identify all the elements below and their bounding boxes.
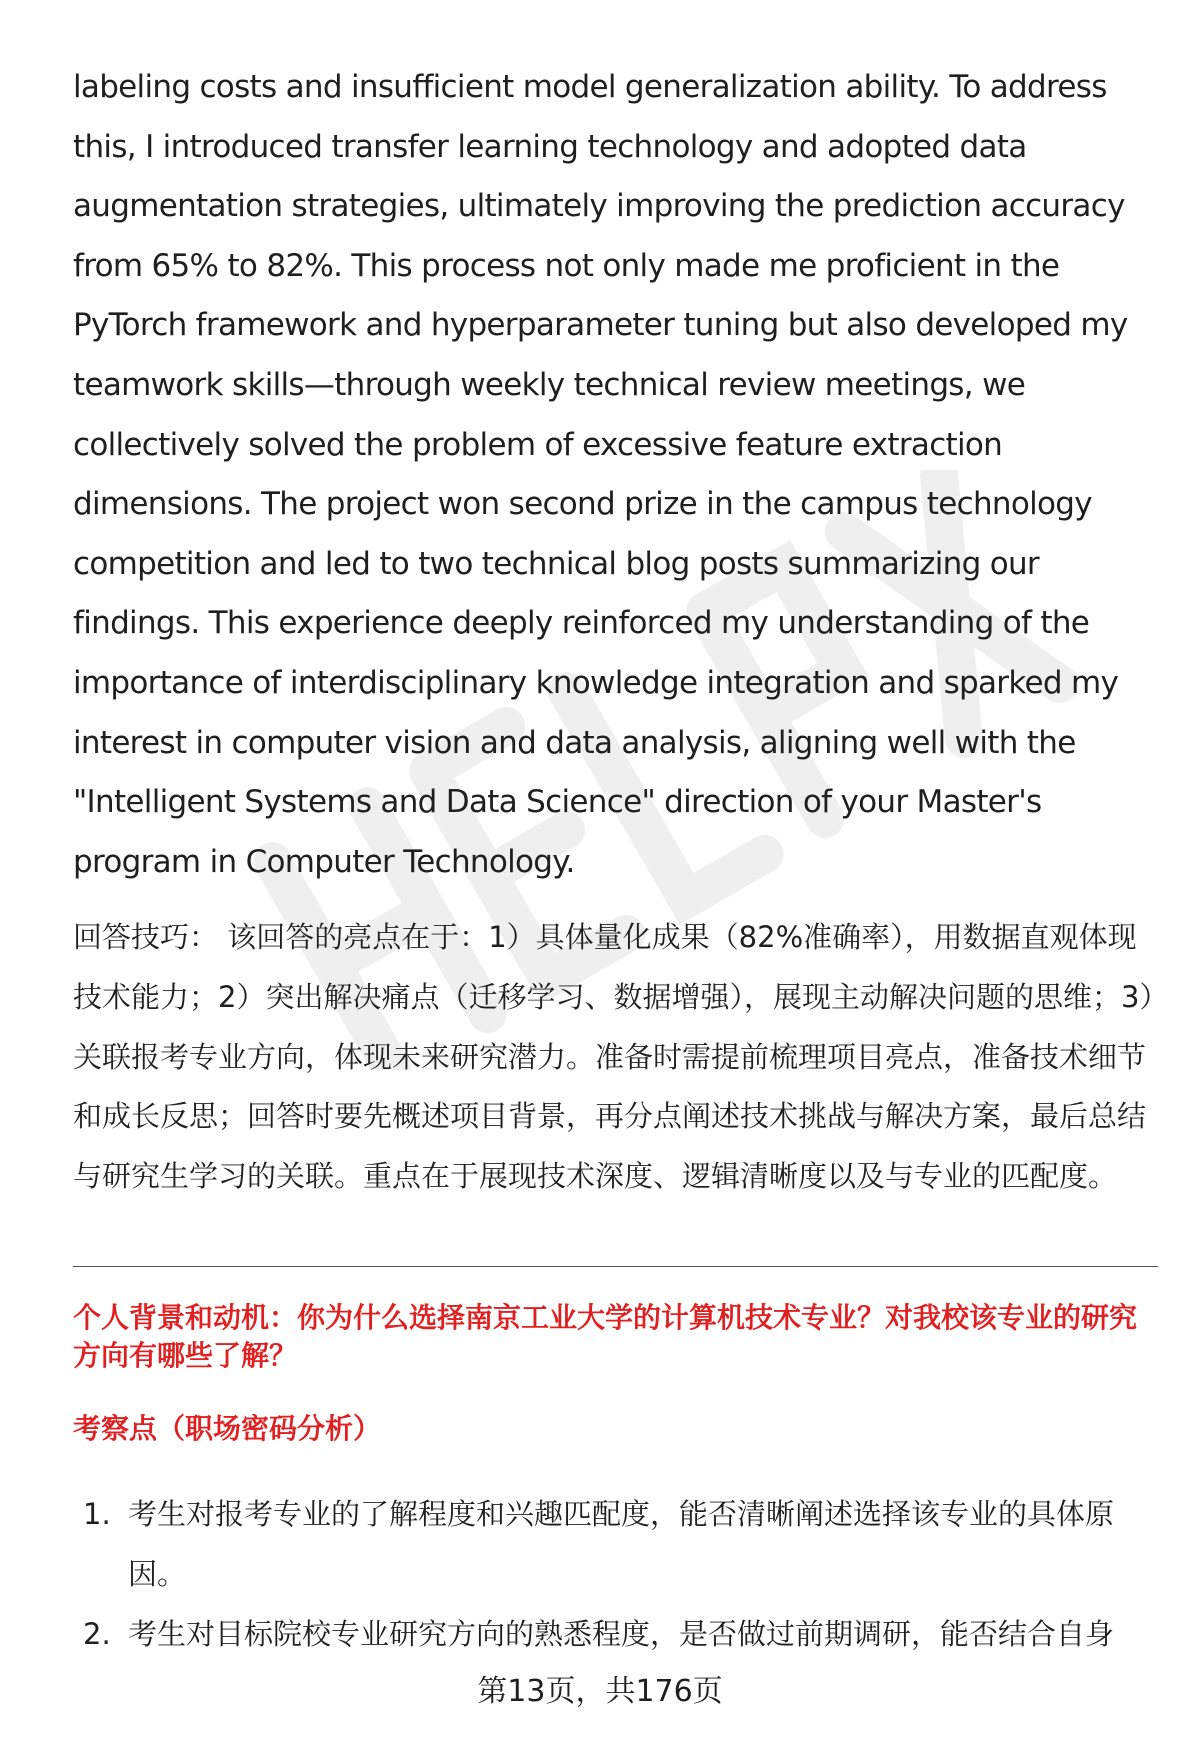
list-item	[73, 1604, 1158, 1664]
list-item-text: 考生对报考专业的了解程度和兴趣匹配度，能否清晰阐述选择该专业的具体原因。	[128, 1497, 1115, 1591]
section-heading: 考察点（职场密码分析）	[73, 1412, 382, 1445]
question-title: 个人背景和动机：你为什么选择南京工业大学的计算机技术专业？对我校该专业的研究方向有哪些了解？	[73, 1301, 1138, 1372]
list-item-number: 2.	[83, 1617, 111, 1651]
list-item-number: 1.	[83, 1497, 111, 1531]
answer-paragraph: labeling costs and insufficient model generalization ability. To address this, I introduced transfer learning technology and adopted data augmentation strategies, ultimately improving the prediction accuracy from 65% to 82%. This process not only made me proficient in the PyTorch framework and hyperparameter tuning but also developed my teamwork skills—through weekly technical review meetings, we collectively solved the problem of excessive feature extraction dimensions. The project won second prize in the campus technology competition and led to two technical blog posts summarizing our findings. This experience deeply reinforced my understanding of the importance of interdisciplinary knowledge integration and sparked my interest in computer vision and data analysis, aligning well with the "Intelligent Systems and Data Science" direction of your Master's program in Computer Technology.	[73, 69, 1128, 880]
page-footer: 第13页，共176页	[477, 1674, 723, 1709]
section-divider	[73, 1266, 1158, 1267]
answer-tips-paragraph: 回答技巧： 该回答的亮点在于：1）具体量化成果（82%准确率），用数据直观体现技术能力；2）突出解决痛点（迁移学习、数据增强），展现主动解决问题的思维；3）关联报考专业方向，体现未来研究潜力。准备时需提前梳理项目亮点，准备技术细节和成长反思；回答时要先概述项目背景，再分点阐述技术挑战与解决方案，最后总结与研究生学习的关联。重点在于展现技术深度、逻辑清晰度以及与专业的匹配度。	[73, 920, 1154, 1193]
assessment-points-list	[73, 1484, 1158, 1664]
body-content	[73, 58, 1158, 1206]
list-item-text: 考生对目标院校专业研究方向的熟悉程度，是否做过前期调研，能否结合自身	[128, 1617, 1115, 1651]
list-item	[73, 1484, 1158, 1604]
